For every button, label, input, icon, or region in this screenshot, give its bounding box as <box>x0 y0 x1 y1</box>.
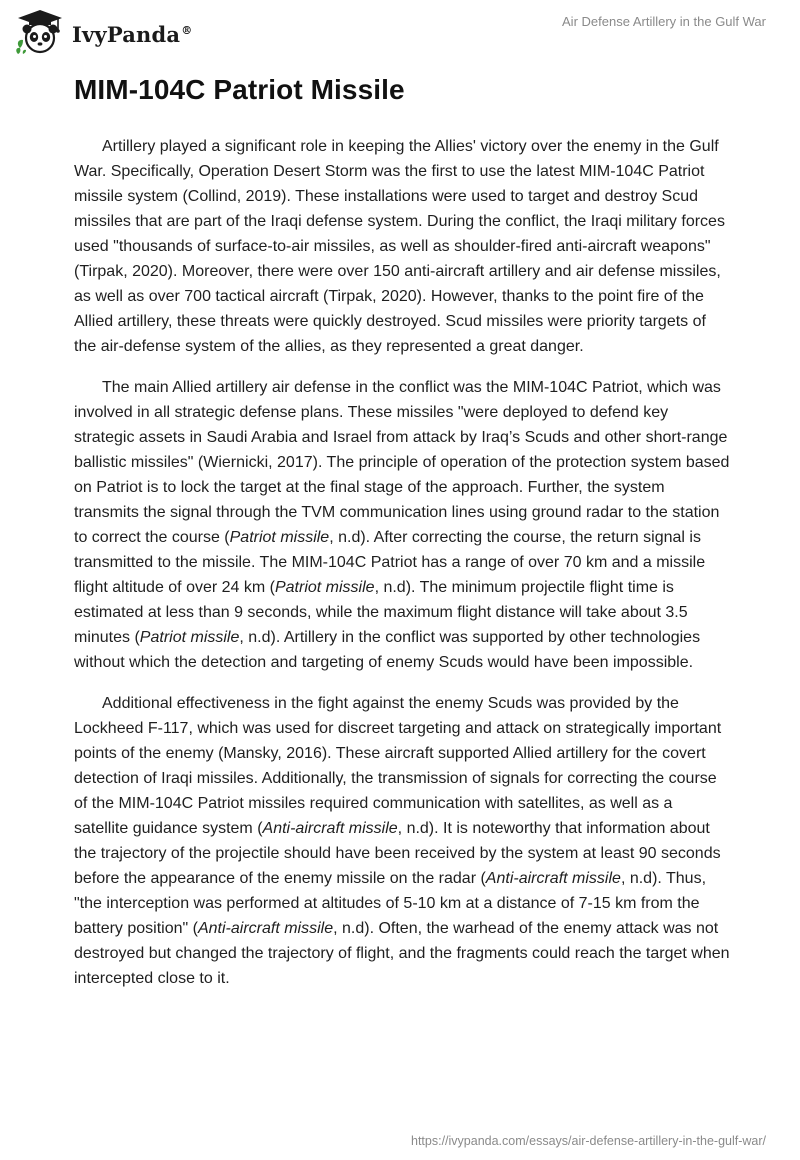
citation-title: Patriot missile <box>274 579 375 596</box>
paragraph-text: , n.d). After correcting the course, the return signal is transmitted to the missile. The MIM-104C Patriot has a range of over 70 km and a missile flight altitude of over 24 km ( <box>74 529 706 596</box>
body-paragraph <box>74 691 730 991</box>
running-title: Air Defense Artillery in the Gulf War <box>562 14 766 29</box>
citation-title: Anti-aircraft missile <box>197 920 334 937</box>
body-paragraph <box>74 375 730 675</box>
paragraph-text: The main Allied artillery air defense in the conflict was the MIM-104C Patriot, which was involved in all strategic defense plans. These missiles "were deployed to defend key strategic assets in Saudi Arabia and Israel from attack by Iraq’s Scuds and other short-range ballistic missiles" (Wiernicki, 2017). The principle of operation of the protection system based on Patriot is to lock the target at the final stage of the approach. Further, the system transmits the signal through the TVM communication lines using ground radar to the station to correct the course ( <box>74 379 730 546</box>
paragraph-text: Additional effectiveness in the fight against the enemy Scuds was provided by the Lockheed F-117, which was used for discreet targeting and attack on strategically important points of the enemy (Mansky, 2016). These aircraft supported Allied artillery for the covert detection of Iraqi missiles. Additionally, the transmission of signals for correcting the course of the MIM-104C Patriot missiles required communication with satellites, as well as a satellite guidance system ( <box>74 695 722 837</box>
paragraph-text: , n.d). Often, the warhead of the enemy attack was not destroyed but changed the trajectory of flight, and the fragments could reach the target when intercepted close to it. <box>74 920 730 987</box>
body-paragraph <box>74 134 730 359</box>
page-title: MIM-104C Patriot Missile <box>74 74 405 105</box>
paragraph-text: , n.d). Artillery in the conflict was supported by other technologies without which the detection and targeting of enemy Scuds would have been impossible. <box>74 629 701 671</box>
citation-title: Patriot missile <box>139 629 240 646</box>
brand-name: IvyPanda® <box>72 21 193 47</box>
paragraph-text: , n.d). Thus, "the interception was performed at altitudes of 5-10 km at a distance of 7-15 km from the battery position" ( <box>74 870 707 937</box>
page-header <box>0 0 800 60</box>
source-url-link[interactable]: https://ivypanda.com/essays/air-defense-artillery-in-the-gulf-war/ <box>411 1134 766 1148</box>
paragraph-text: Artillery played a significant role in keeping the Allies' victory over the enemy in the Gulf War. Specifically, Operation Desert Storm was the first to use the latest MIM-104C Patriot missile system (Collind, 2019). These installations were used to target and destroy Scud missiles that are part of the Iraqi defense system. During the conflict, the Iraqi military forces used "thousands of surface-to-air missiles, as well as shoulder-fired anti-aircraft weapons" (Tirpak, 2020). Moreover, there were over 150 anti-aircraft artillery and air defense missiles, as well as over 700 tactical aircraft (Tirpak, 2020). However, thanks to the point fire of the Allied artillery, these threats were quickly destroyed. Scud missiles were priority targets of the air-defense system of the allies, as they represented a great danger. <box>74 138 725 355</box>
citation-title: Anti-aircraft missile <box>262 820 398 837</box>
paragraph-text: , n.d). It is noteworthy that information about the trajectory of the projectile should have been received by the system at least 90 seconds before the appearance of the enemy missile on the radar ( <box>74 820 721 887</box>
article-body <box>74 134 730 1007</box>
citation-title: Anti-aircraft missile <box>485 870 621 887</box>
paragraph-text: , n.d). The minimum projectile flight time is estimated at less than 9 seconds, while the maximum flight distance will take about 3.5 minutes ( <box>74 579 688 646</box>
citation-title: Patriot missile <box>229 529 330 546</box>
ivypanda-logo[interactable] <box>14 8 192 56</box>
panda-graduate-icon <box>14 8 66 56</box>
